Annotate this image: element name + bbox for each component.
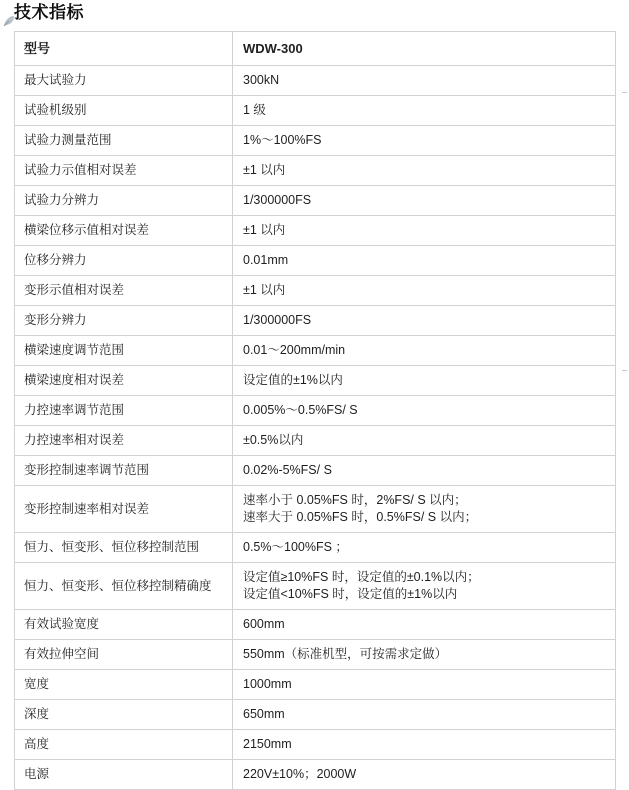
table-row xyxy=(15,396,616,426)
row-label: 试验机级别 xyxy=(15,96,233,126)
row-value-line-1: 速率小于 0.05%FS 时，2%FS/ S 以内； xyxy=(243,493,467,507)
column-header-model-label: 型号 xyxy=(15,32,233,66)
row-label: 变形控制速率调节范围 xyxy=(15,456,233,486)
row-label: 横梁速度调节范围 xyxy=(15,336,233,366)
row-label: 最大试验力 xyxy=(15,66,233,96)
table-row xyxy=(15,336,616,366)
table-row xyxy=(15,610,616,640)
row-label: 变形示值相对误差 xyxy=(15,276,233,306)
row-value: 300kN xyxy=(233,66,616,96)
row-label: 试验力示值相对误差 xyxy=(15,156,233,186)
row-value: 650mm xyxy=(233,700,616,730)
row-value: ±1 以内 xyxy=(233,156,616,186)
row-value: 1/300000FS xyxy=(233,186,616,216)
table-row xyxy=(15,760,616,790)
row-value: ±1 以内 xyxy=(233,216,616,246)
table-body xyxy=(15,32,616,790)
row-label: 恒力、恒变形、恒位移控制精确度 xyxy=(15,563,233,610)
table-row xyxy=(15,126,616,156)
scroll-tick-lower xyxy=(622,370,627,371)
row-value: 0.01～200mm/min xyxy=(233,336,616,366)
row-value xyxy=(233,486,616,533)
row-label: 变形控制速率相对误差 xyxy=(15,486,233,533)
page-right-margin xyxy=(617,0,629,719)
table-row xyxy=(15,156,616,186)
row-label: 恒力、恒变形、恒位移控制范围 xyxy=(15,533,233,563)
table-row xyxy=(15,456,616,486)
table-row xyxy=(15,533,616,563)
table-row xyxy=(15,306,616,336)
row-value xyxy=(233,563,616,610)
table-row xyxy=(15,426,616,456)
table-row-header xyxy=(15,32,616,66)
row-label: 试验力测量范围 xyxy=(15,126,233,156)
row-value: 1000mm xyxy=(233,670,616,700)
row-value: 0.005%～0.5%FS/ S xyxy=(233,396,616,426)
row-label: 横梁速度相对误差 xyxy=(15,366,233,396)
row-value-line-2: 设定值<10%FS 时，设定值的±1%以内 xyxy=(243,587,458,601)
row-label: 力控速率相对误差 xyxy=(15,426,233,456)
row-label: 深度 xyxy=(15,700,233,730)
row-value: 220V±10%；2000W xyxy=(233,760,616,790)
spec-table-container xyxy=(0,24,629,790)
row-label: 试验力分辨力 xyxy=(15,186,233,216)
row-value: ±1 以内 xyxy=(233,276,616,306)
table-row xyxy=(15,366,616,396)
column-header-model-value: WDW-300 xyxy=(233,32,616,66)
table-row xyxy=(15,640,616,670)
table-row xyxy=(15,66,616,96)
row-value: 2150mm xyxy=(233,730,616,760)
table-row xyxy=(15,486,616,533)
technical-specifications-table xyxy=(14,31,616,790)
row-value: 0.01mm xyxy=(233,246,616,276)
table-row xyxy=(15,216,616,246)
row-label: 变形分辨力 xyxy=(15,306,233,336)
row-label: 力控速率调节范围 xyxy=(15,396,233,426)
row-value: 550mm（标准机型，可按需求定做） xyxy=(233,640,616,670)
row-value: 1%～100%FS xyxy=(233,126,616,156)
row-value: 1 级 xyxy=(233,96,616,126)
scroll-tick-upper xyxy=(622,92,627,93)
row-value: 0.5%～100%FS ； xyxy=(233,533,616,563)
row-label: 有效试验宽度 xyxy=(15,610,233,640)
row-label: 有效拉伸空间 xyxy=(15,640,233,670)
row-value-line-1: 设定值≥10%FS 时，设定值的±0.1%以内； xyxy=(243,570,480,584)
row-label: 位移分辨力 xyxy=(15,246,233,276)
leaf-icon xyxy=(2,14,16,28)
table-row xyxy=(15,186,616,216)
row-label: 横梁位移示值相对误差 xyxy=(15,216,233,246)
page-title: 技术指标 xyxy=(14,3,84,22)
row-value: ±0.5%以内 xyxy=(233,426,616,456)
table-row xyxy=(15,96,616,126)
row-value: 设定值的±1%以内 xyxy=(233,366,616,396)
table-row xyxy=(15,246,616,276)
row-value: 0.02%-5%FS/ S xyxy=(233,456,616,486)
table-row xyxy=(15,276,616,306)
row-label: 高度 xyxy=(15,730,233,760)
table-row xyxy=(15,563,616,610)
row-value: 600mm xyxy=(233,610,616,640)
table-row xyxy=(15,700,616,730)
table-row xyxy=(15,730,616,760)
row-label: 宽度 xyxy=(15,670,233,700)
row-label: 电源 xyxy=(15,760,233,790)
row-value-line-2: 速率大于 0.05%FS 时，0.5%FS/ S 以内； xyxy=(243,510,478,524)
row-value: 1/300000FS xyxy=(233,306,616,336)
table-row xyxy=(15,670,616,700)
